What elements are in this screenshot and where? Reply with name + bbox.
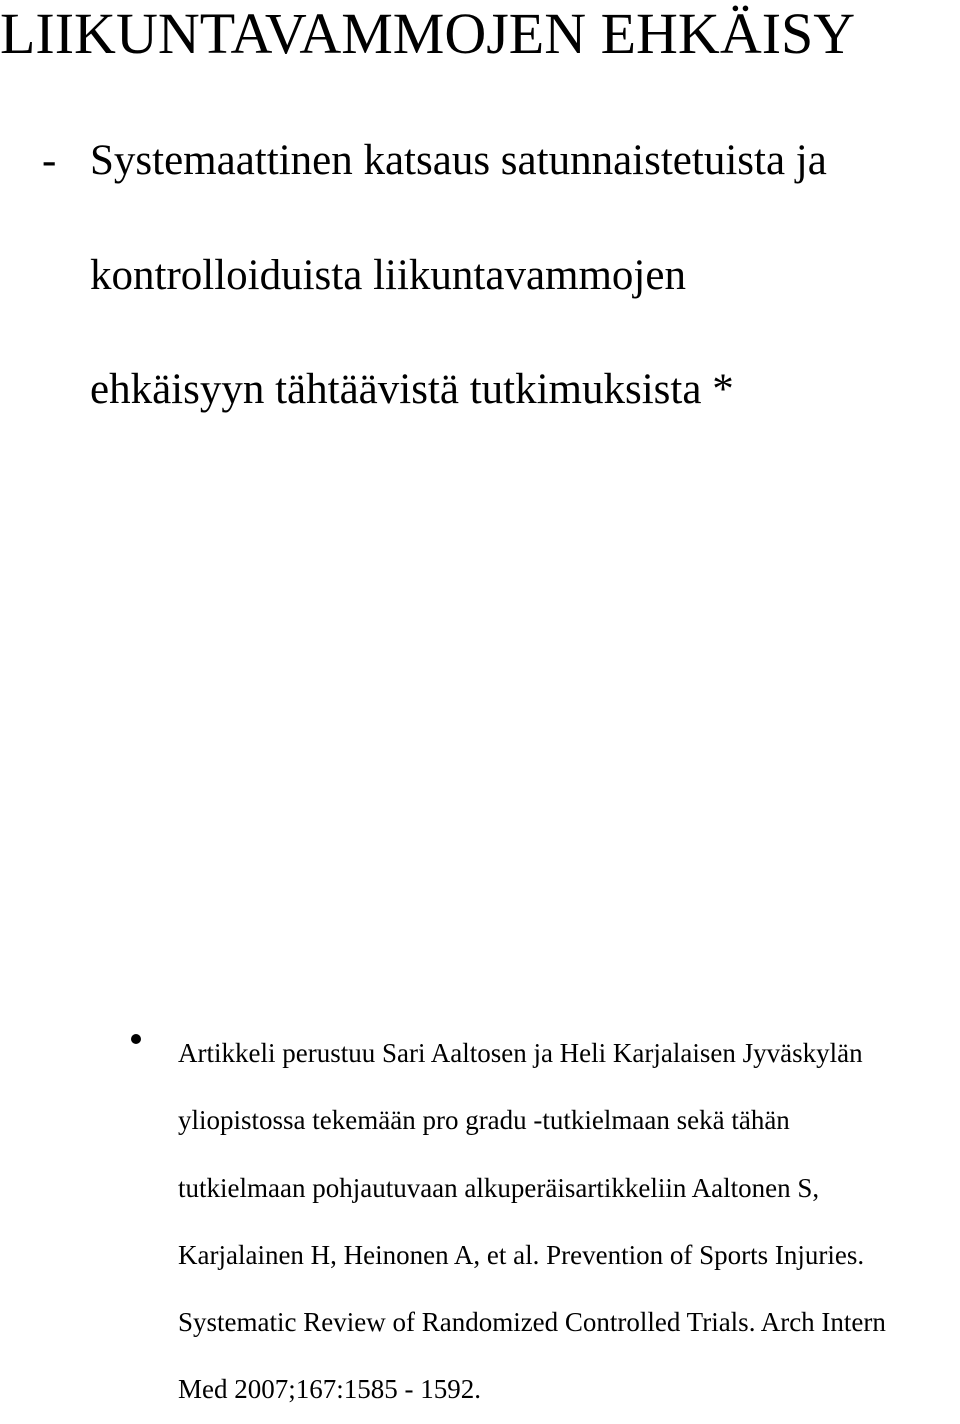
note-line-3: tutkielmaan pohjautuvaan alkuperäisartikkeliin Aaltonen S, bbox=[178, 1172, 820, 1203]
note-line-1: Artikkeli perustuu Sari Aaltosen ja Heli Karjalaisen Jyväskylän bbox=[178, 1038, 863, 1068]
subtitle-line-3: ehkäisyyn tähtäävistä tutkimuksista * bbox=[90, 366, 734, 413]
bullet-icon bbox=[131, 1034, 141, 1044]
note-line-5: Systematic Review of Randomized Controlled Trials. Arch Intern bbox=[178, 1307, 886, 1338]
note-line-2: yliopistossa tekemään pro gradu -tutkielmaan sekä tähän bbox=[178, 1105, 790, 1136]
source-note bbox=[178, 1020, 960, 1424]
subtitle-line-1: Systemaattinen katsaus satunnaistetuista ja bbox=[90, 137, 827, 184]
note-line-4: Karjalainen H, Heinonen A, et al. Prevention of Sports Injuries. bbox=[178, 1239, 865, 1270]
note-line-6: Med 2007;167:1585 - 1592. bbox=[178, 1374, 481, 1405]
subtitle-dash: - bbox=[42, 137, 57, 184]
document-title: LIIKUNTAVAMMOJEN EHKÄISY bbox=[0, 1, 856, 66]
subtitle-line-2: kontrolloiduista liikuntavammojen bbox=[90, 252, 686, 299]
